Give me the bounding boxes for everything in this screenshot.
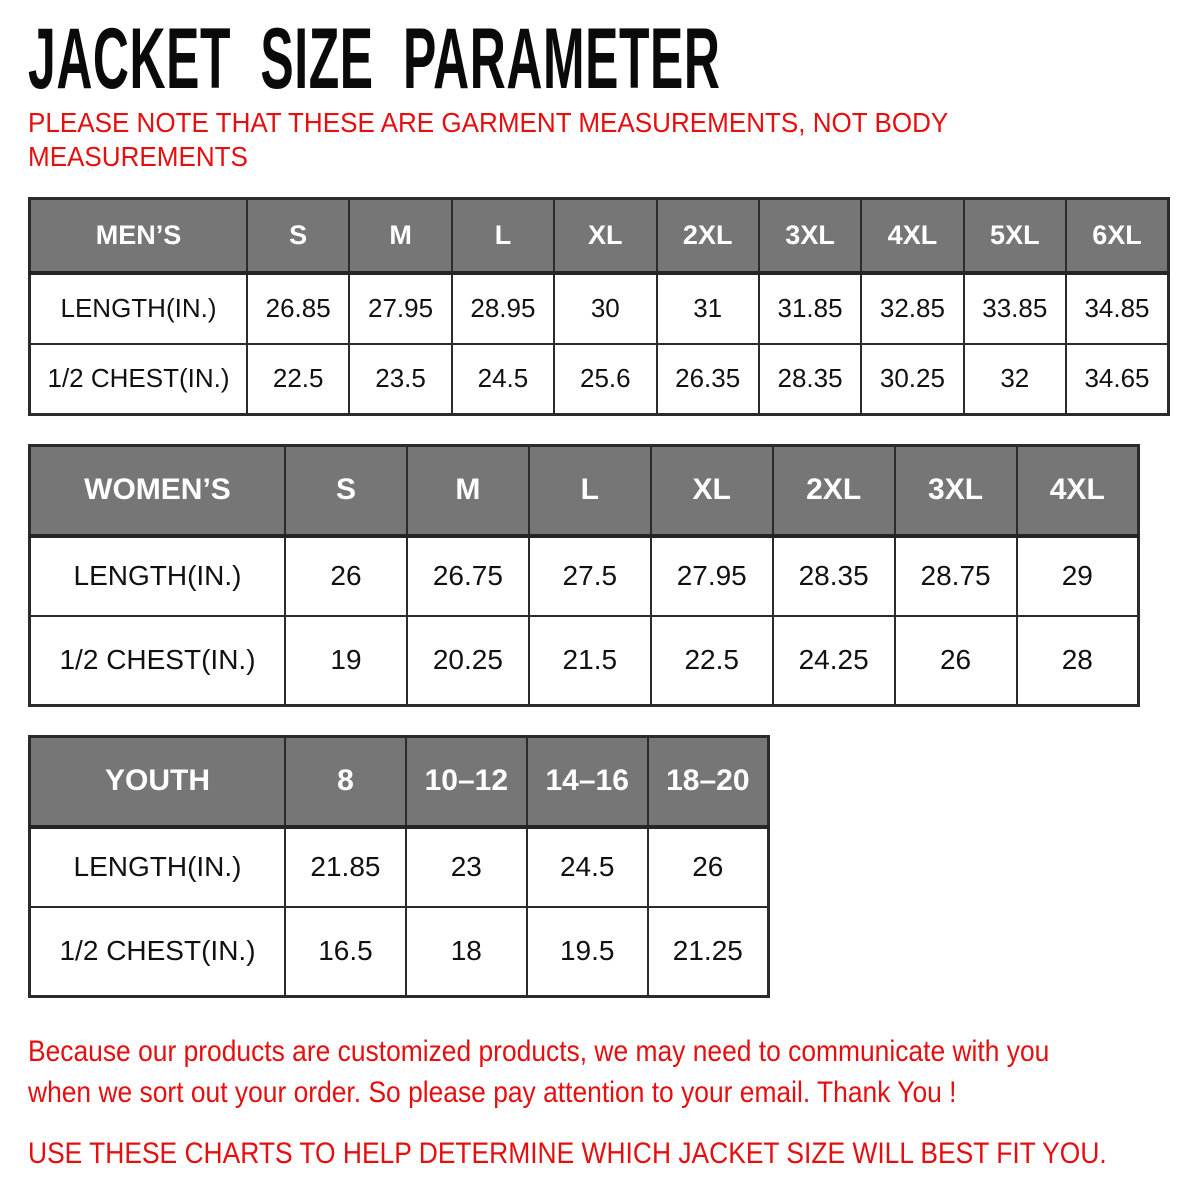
- size-value-cell: 31.85: [759, 273, 861, 344]
- size-value-cell: 26: [285, 536, 407, 616]
- size-value-cell: 27.5: [529, 536, 651, 616]
- size-value-cell: 23.5: [349, 344, 451, 415]
- garment-note: [28, 106, 1118, 173]
- header-row: [30, 199, 1169, 273]
- size-value-cell: 21.85: [285, 827, 406, 907]
- size-value-cell: 28: [1017, 616, 1139, 706]
- size-header-cell: L: [452, 199, 554, 273]
- size-value-cell: 20.25: [407, 616, 529, 706]
- size-value-cell: 28.75: [895, 536, 1017, 616]
- size-value-cell: 32.85: [861, 273, 963, 344]
- size-value-cell: 30.25: [861, 344, 963, 415]
- size-header-cell: XL: [651, 446, 773, 536]
- table-row: [30, 536, 1139, 616]
- size-value-cell: 22.5: [651, 616, 773, 706]
- size-header-cell: 18–20: [648, 737, 769, 827]
- size-header-cell: 4XL: [1017, 446, 1139, 536]
- row-label-cell: 1/2 CHEST(IN.): [30, 344, 248, 415]
- header-row: [30, 737, 769, 827]
- customization-notice-line-2: when we sort out your order. So please pay attention to your email. Thank You !: [28, 1075, 957, 1109]
- size-value-cell: 16.5: [285, 907, 406, 997]
- table-row: [30, 344, 1169, 415]
- size-value-cell: 26.75: [407, 536, 529, 616]
- size-value-cell: 30: [554, 273, 656, 344]
- mens-size-table: [28, 197, 1170, 416]
- size-value-cell: 19: [285, 616, 407, 706]
- table-row: [30, 907, 769, 997]
- page-title: JACKET SIZE PARAMETER: [28, 11, 721, 107]
- header-row: [30, 446, 1139, 536]
- size-header-cell: 6XL: [1066, 199, 1169, 273]
- table-row: [30, 273, 1169, 344]
- size-header-cell: 10–12: [406, 737, 527, 827]
- size-value-cell: 34.65: [1066, 344, 1169, 415]
- size-value-cell: 27.95: [651, 536, 773, 616]
- size-value-cell: 21.25: [648, 907, 769, 997]
- size-value-cell: 24.25: [773, 616, 895, 706]
- size-value-cell: 29: [1017, 536, 1139, 616]
- fit-instruction: USE THESE CHARTS TO HELP DETERMINE WHICH JACKET SIZE WILL BEST FIT YOU.: [28, 1136, 1107, 1170]
- size-value-cell: 25.6: [554, 344, 656, 415]
- size-value-cell: 28.35: [773, 536, 895, 616]
- size-value-cell: 28.35: [759, 344, 861, 415]
- size-value-cell: 26.35: [657, 344, 759, 415]
- row-label-cell: 1/2 CHEST(IN.): [30, 907, 286, 997]
- size-header-cell: 4XL: [861, 199, 963, 273]
- table-title-cell: MEN’S: [30, 199, 248, 273]
- size-header-cell: M: [349, 199, 451, 273]
- size-value-cell: 22.5: [247, 344, 349, 415]
- size-value-cell: 32: [964, 344, 1066, 415]
- size-value-cell: 19.5: [527, 907, 648, 997]
- size-header-cell: 2XL: [657, 199, 759, 273]
- size-header-cell: 14–16: [527, 737, 648, 827]
- size-value-cell: 23: [406, 827, 527, 907]
- row-label-cell: LENGTH(IN.): [30, 827, 286, 907]
- size-header-cell: S: [247, 199, 349, 273]
- womens-size-table: [28, 444, 1140, 707]
- customization-notice-line-1: Because our products are customized products, we may need to communicate with you: [28, 1035, 1050, 1069]
- size-header-cell: XL: [554, 199, 656, 273]
- size-header-cell: M: [407, 446, 529, 536]
- size-value-cell: 31: [657, 273, 759, 344]
- size-header-cell: S: [285, 446, 407, 536]
- youth-size-table: [28, 735, 770, 998]
- table-row: [30, 827, 769, 907]
- size-value-cell: 26.85: [247, 273, 349, 344]
- size-value-cell: 33.85: [964, 273, 1066, 344]
- row-label-cell: LENGTH(IN.): [30, 273, 248, 344]
- garment-note-line-2: MEASUREMENTS: [28, 140, 248, 172]
- size-header-cell: 5XL: [964, 199, 1066, 273]
- size-value-cell: 34.85: [1066, 273, 1169, 344]
- table-title-cell: YOUTH: [30, 737, 286, 827]
- size-value-cell: 26: [895, 616, 1017, 706]
- size-value-cell: 28.95: [452, 273, 554, 344]
- table-title-cell: WOMEN’S: [30, 446, 286, 536]
- size-header-cell: L: [529, 446, 651, 536]
- row-label-cell: LENGTH(IN.): [30, 536, 286, 616]
- table-row: [30, 616, 1139, 706]
- size-header-cell: 8: [285, 737, 406, 827]
- size-value-cell: 27.95: [349, 273, 451, 344]
- size-value-cell: 21.5: [529, 616, 651, 706]
- size-value-cell: 24.5: [452, 344, 554, 415]
- size-header-cell: 3XL: [895, 446, 1017, 536]
- size-value-cell: 18: [406, 907, 527, 997]
- size-header-cell: 3XL: [759, 199, 861, 273]
- size-value-cell: 26: [648, 827, 769, 907]
- row-label-cell: 1/2 CHEST(IN.): [30, 616, 286, 706]
- customization-notice: [28, 1032, 1059, 1114]
- size-value-cell: 24.5: [527, 827, 648, 907]
- garment-note-line-1: PLEASE NOTE THAT THESE ARE GARMENT MEASUREMENTS, NOT BODY: [28, 107, 949, 138]
- size-header-cell: 2XL: [773, 446, 895, 536]
